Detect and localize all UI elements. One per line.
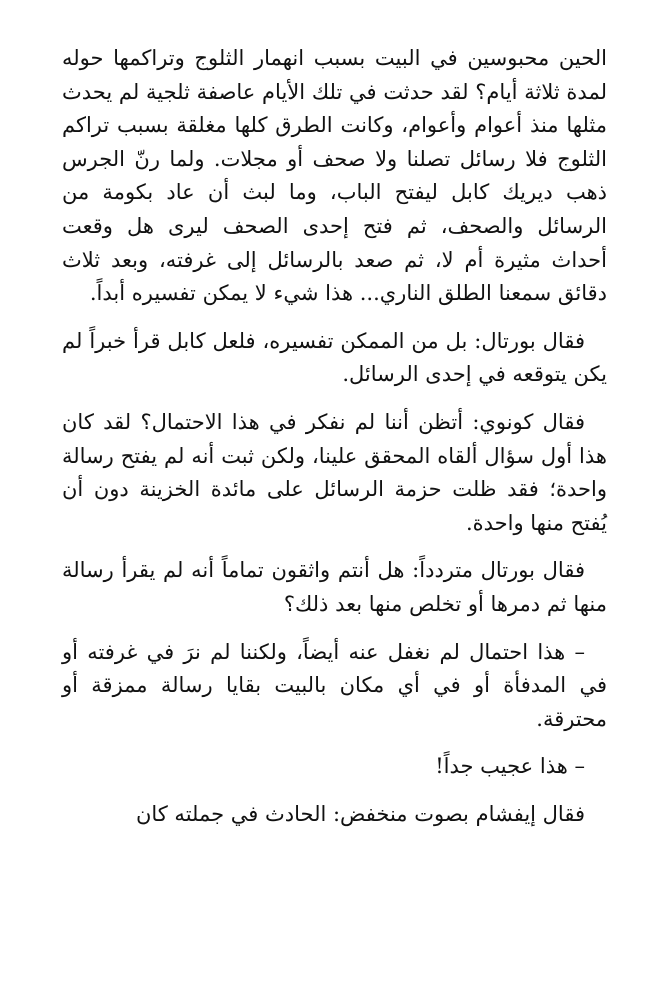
paragraph-portal-question: فقال بورتال متردداً: هل أنتم واثقون تماماً أنه لم يقرأ رسالة منها ثم دمرها أو تخلص منها بعد ذلك؟ bbox=[62, 558, 607, 616]
paragraph-dialogue-answer: – هذا احتمال لم نغفل عنه أيضاً، ولكننا لم نرَ في غرفته أو في المدفأة أو في أي مكان بالبيت بقايا رسالة ممزقة أو محترقة. bbox=[62, 639, 607, 731]
paragraph-narration: الحين محبوسين في البيت بسبب انهمار الثلوج وتراكمها حوله لمدة ثلاثة أيام؟ لقد حدثت في تلك الأيام عاصفة ثلجية لم يحدث مثلها منذ أعوام وأعوام، وكانت الطرق كلها مغلقة بسبب تراكم الثلوج فلا رسائل تصلنا ولا صحف أو مجلات. ولما رنّ الجرس ذهب ديريك كابل ليفتح الباب، وما لبث أن عاد بكومة من الرسائل والصحف، ثم فتح إحدى الصحف ليرى هل وقعت أحداث مثيرة أم لا، ثم صعد بالرسائل إلى غرفته، وبعد ثلاث دقائق سمعنا الطلق الناري... هذا شيء لا يمكن تفسيره أبداً. bbox=[62, 46, 607, 306]
paragraph-dialogue-exclamation: – هذا عجيب جداً! bbox=[435, 754, 585, 779]
document-page bbox=[62, 42, 607, 845]
paragraph-conway-reply: فقال كونوي: أتظن أننا لم نفكر في هذا الاحتمال؟ لقد كان هذا أول سؤال ألقاه المحقق علينا، ولكن ثبت أنه لم يفتح رسالة واحدة؛ فقد ظلت حزمة الرسائل على مائدة الخزينة دون أن يُفتح منها واحدة. bbox=[62, 409, 607, 535]
paragraph-evesham: فقال إيفشام بصوت منخفض: الحادث في جملته كان bbox=[135, 801, 585, 826]
paragraph-portal-reply: فقال بورتال: بل من الممكن تفسيره، فلعل كابل قرأ خبراً لم يكن يتوقعه في إحدى الرسائل. bbox=[62, 328, 607, 387]
